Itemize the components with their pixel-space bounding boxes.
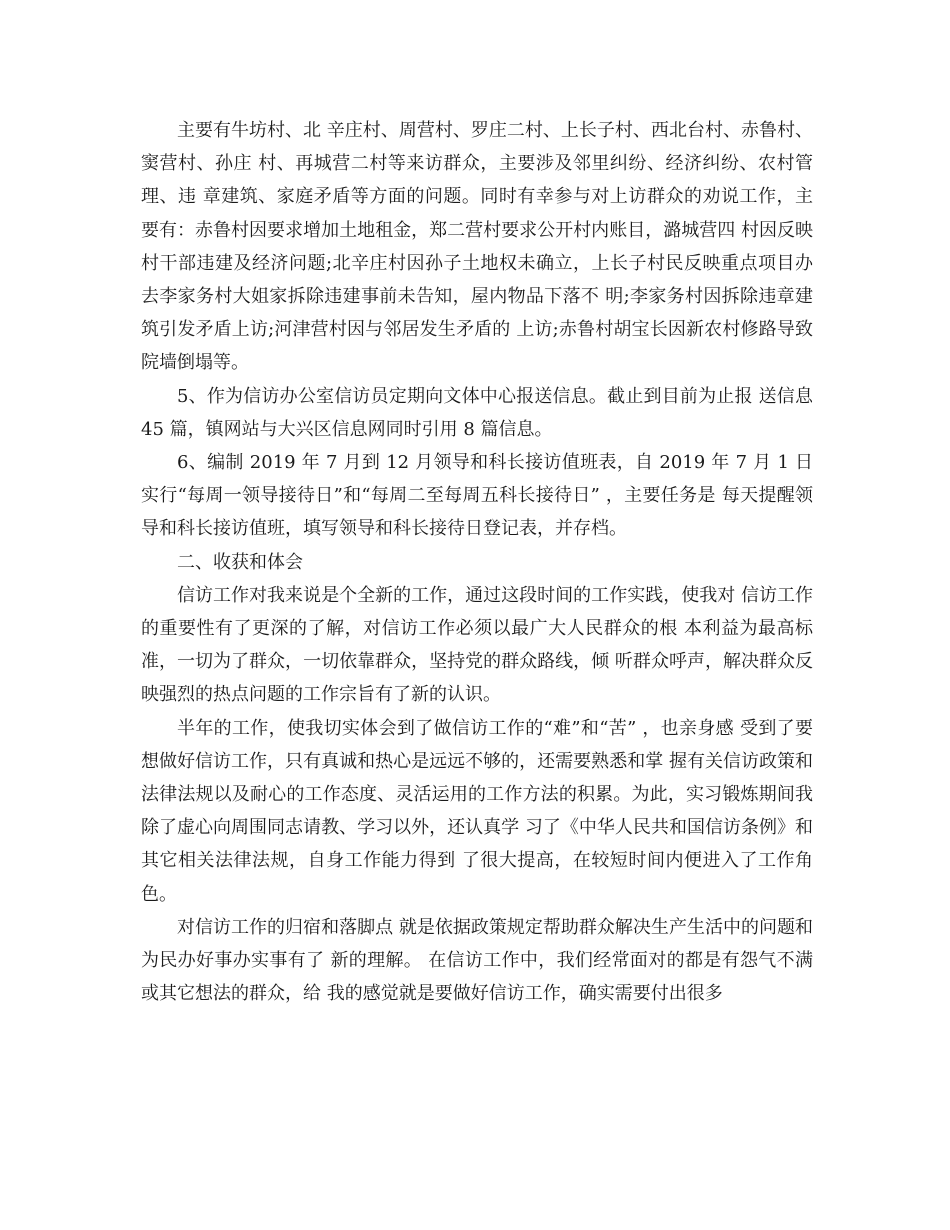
document-body	[141, 114, 813, 1010]
paragraph-item-6: 6、编制 2019 年 7 月到 12 月领导和科长接访值班表，自 2019 年 7 月 1 日实行“每周一领导接待日”和“每周二至每周五科长接待日” ，主要任务是 每天提醒领导和科长接访值班，填写领导和科长接待日登记表，并存档。	[141, 452, 813, 540]
section-heading: 二、收获和体会	[177, 551, 303, 573]
paragraph-reflection-2: 半年的工作，使我切实体会到了做信访工作的“难”和“苦” ，也亲身感 受到了要想做好信访工作，只有真诚和热心是远远不够的，还需要熟悉和掌 握有关信访政策和法律法规以及耐心的工作态度、灵活运用的工作方法的积累。为此，实习锻炼期间我除了虚心向周围同志请教、学习以外，还认真学 习了《中华人民共和国信访条例》和其它相关法律法规，自身工作能力得到 了很大提高，在较短时间内便进入了工作角色。	[141, 717, 813, 905]
paragraph-reflection-3: 对信访工作的归宿和落脚点 就是依据政策规定帮助群众解决生产生活中的问题和为民办好事办实事有了 新的理解。 在信访工作中，我们经常面对的都是有怨气不满或其它想法的群众，给 我的感觉就是要做好信访工作，确实需要付出很多	[141, 916, 813, 1005]
paragraph-item-5: 5、作为信访办公室信访员定期向文体中心报送信息。截止到目前为止报 送信息 45 篇，镇网站与大兴区信息网同时引用 8 篇信息。	[141, 385, 813, 440]
paragraph-reflection-1: 信访工作对我来说是个全新的工作，通过这段时间的工作实践，使我对 信访工作的重要性有了更深的了解，对信访工作必须以最广大人民群众的根 本利益为最高标准，一切为了群众，一切依靠群众，坚持党的群众路线，倾 听群众呼声，解决群众反映强烈的热点问题的工作宗旨有了新的认识。	[141, 584, 813, 706]
paragraph-visitors-list: 主要有牛坊村、北 辛庄村、周营村、罗庄二村、上长子村、西北台村、赤鲁村、窦营村、孙庄 村、再城营二村等来访群众，主要涉及邻里纠纷、经济纠纷、农村管理、违 章建筑、家庭矛盾等方面的问题。同时有幸参与对上访群众的劝说工作，主 要有：赤鲁村因要求增加土地租金，郑二营村要求公开村内账目，潞城营四 村因反映村干部违建及经济问题;北辛庄村因孙子土地权未确立，上长子村民反映重点项目办去李家务村大姐家拆除违建事前未告知，屋内物品下落不 明;李家务村因拆除违章建筑引发矛盾上访;河津营村因与邻居发生矛盾的 上访;赤鲁村胡宝长因新农村修路导致院墙倒塌等。	[141, 120, 813, 374]
